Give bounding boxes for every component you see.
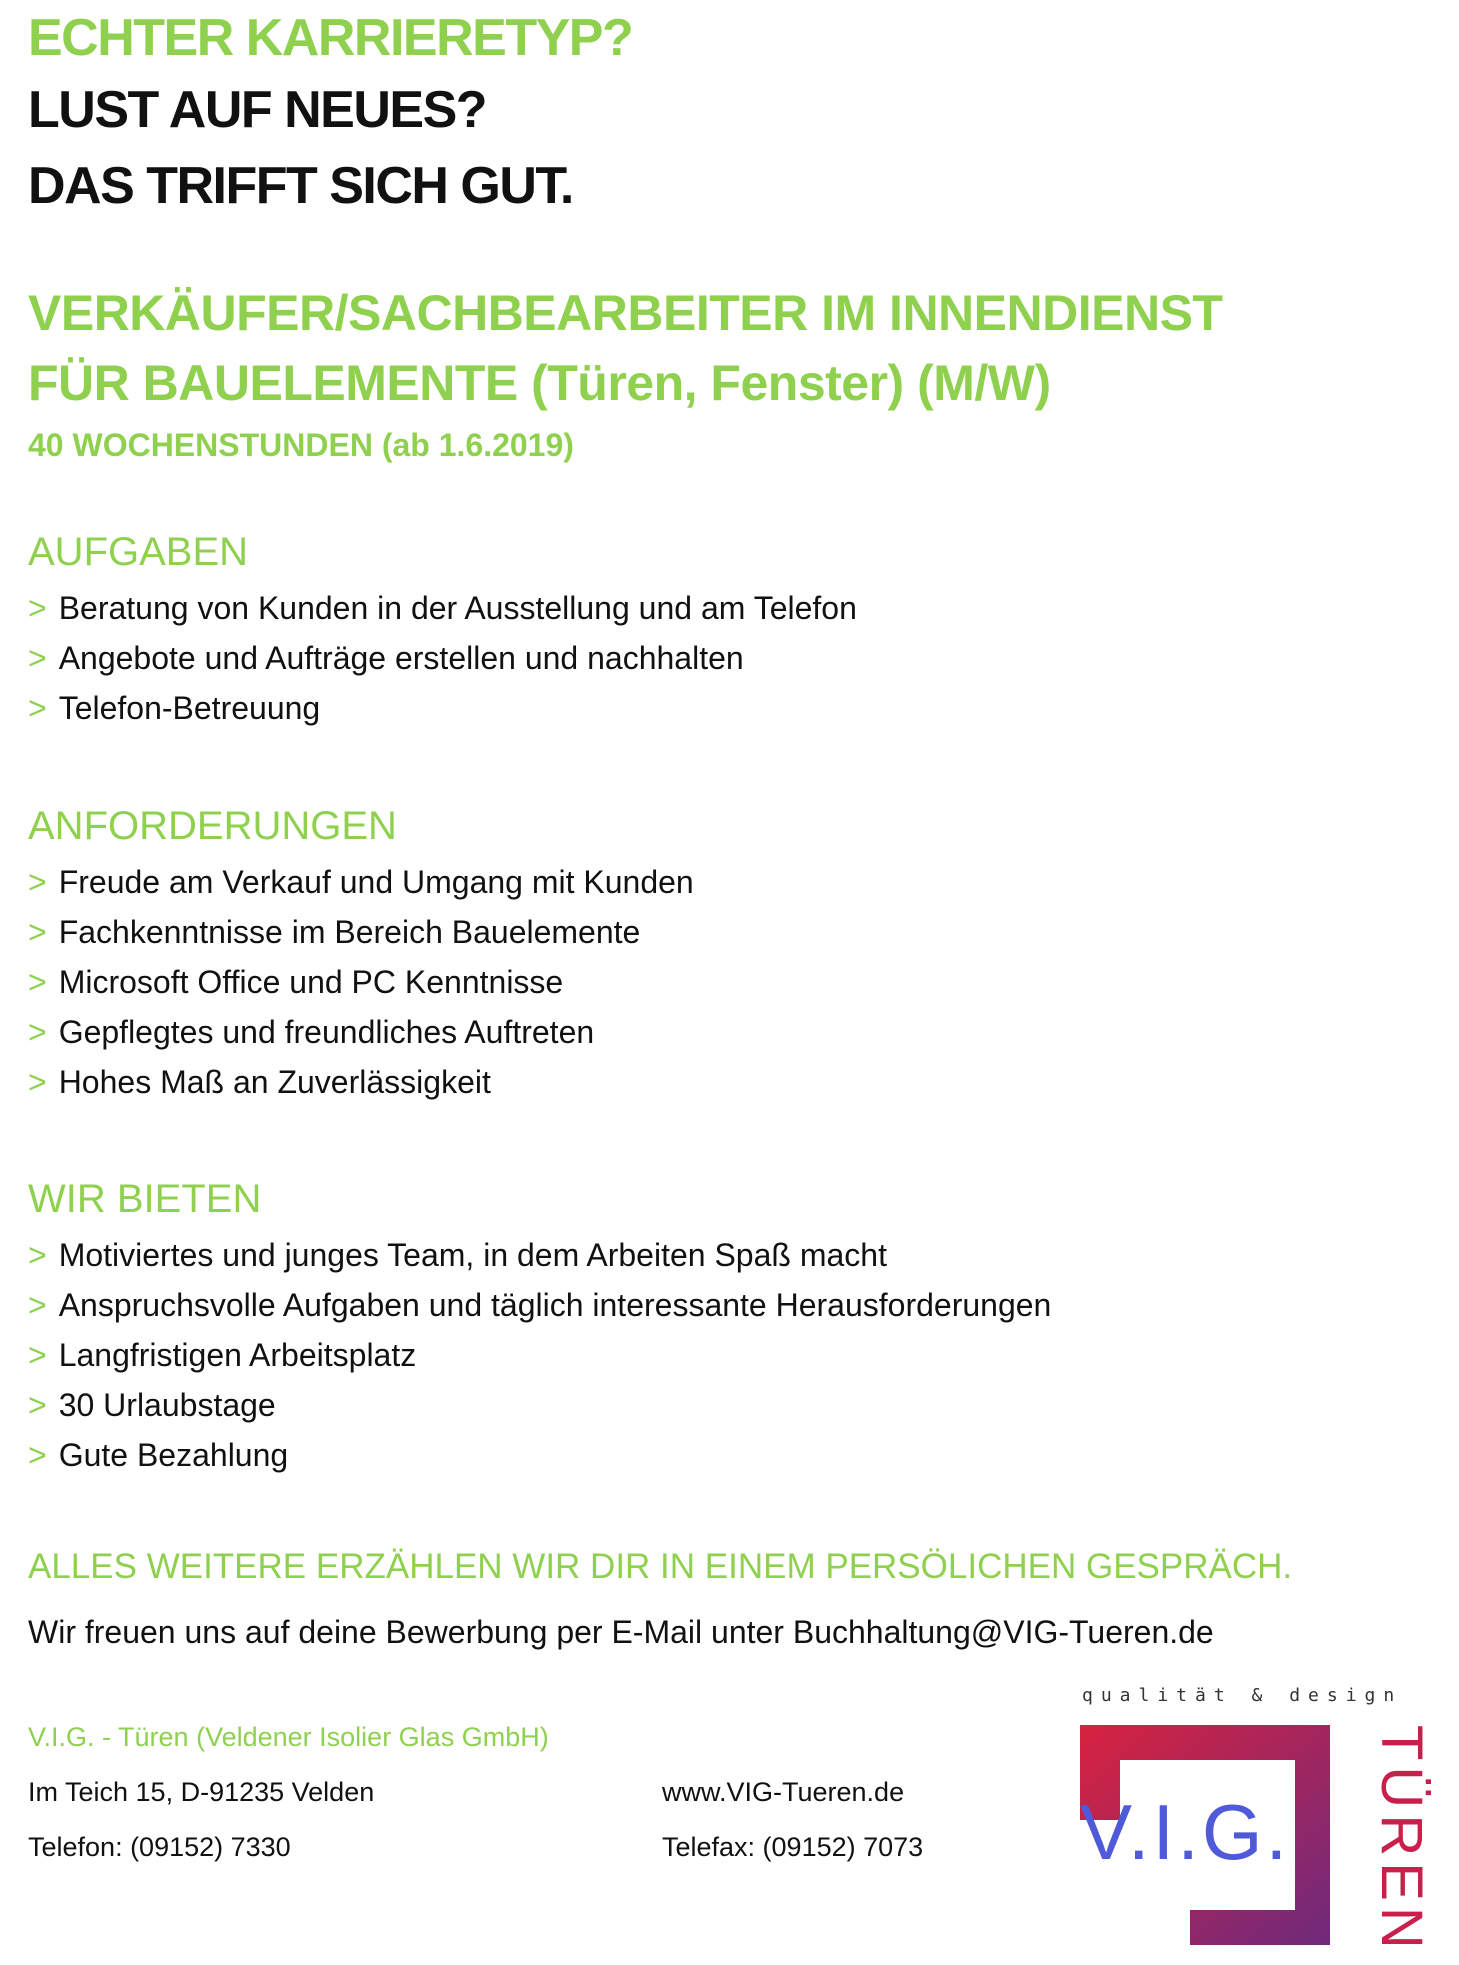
bullet-icon: > bbox=[28, 864, 47, 900]
headline-line-1: ECHTER KARRIERETYP? bbox=[28, 9, 633, 67]
bullet-icon: > bbox=[28, 964, 47, 1000]
company-logo bbox=[1070, 1685, 1435, 1955]
bullet-icon: > bbox=[28, 690, 47, 726]
bullet-icon: > bbox=[28, 1287, 47, 1323]
list-item: > Beratung von Kunden in der Ausstellung und am Telefon bbox=[28, 590, 857, 626]
application-note: Wir freuen uns auf deine Bewerbung per E-Mail unter Buchhaltung@VIG-Tueren.de bbox=[28, 1614, 1214, 1650]
logo-tagline: qualität & design bbox=[1082, 1685, 1403, 1706]
section-title-wir-bieten: WIR BIETEN bbox=[28, 1177, 262, 1221]
list-item: > Gepflegtes und freundliches Auftreten bbox=[28, 1014, 595, 1050]
list-item: > Fachkenntnisse im Bereich Bauelemente bbox=[28, 914, 641, 950]
bullet-icon: > bbox=[28, 914, 47, 950]
logo-vertical-text: TÜREN bbox=[1369, 1725, 1434, 1955]
company-name: V.I.G. - Türen (Veldener Isolier Glas GmbH) bbox=[28, 1722, 549, 1752]
bullet-icon: > bbox=[28, 590, 47, 626]
bullet-icon: > bbox=[28, 1337, 47, 1373]
job-hours: 40 WOCHENSTUNDEN (ab 1.6.2019) bbox=[28, 427, 574, 463]
job-title-line-2: FÜR BAUELEMENTE (Türen, Fenster) (M/W) bbox=[28, 355, 1051, 411]
logo-brand: V.I.G. bbox=[1080, 1788, 1291, 1876]
list-item: > Anspruchsvolle Aufgaben und täglich interessante Herausforderungen bbox=[28, 1287, 1052, 1323]
bullet-icon: > bbox=[28, 1437, 47, 1473]
section-title-aufgaben: AUFGABEN bbox=[28, 530, 249, 574]
list-wir-bieten bbox=[28, 1230, 1051, 1480]
list-item: > Telefon-Betreuung bbox=[28, 690, 321, 726]
bullet-icon: > bbox=[28, 640, 47, 676]
list-item: > Hohes Maß an Zuverlässigkeit bbox=[28, 1064, 491, 1100]
list-item: > Langfristigen Arbeitsplatz bbox=[28, 1337, 417, 1373]
company-website: www.VIG-Tueren.de bbox=[662, 1777, 905, 1807]
bullet-icon: > bbox=[28, 1064, 47, 1100]
company-address: Im Teich 15, D-91235 Velden bbox=[28, 1777, 375, 1807]
list-item: > 30 Urlaubstage bbox=[28, 1387, 276, 1423]
bullet-icon: > bbox=[28, 1014, 47, 1050]
closing-statement: ALLES WEITERE ERZÄHLEN WIR DIR IN EINEM PERSÖLICHEN GESPRÄCH. bbox=[28, 1547, 1293, 1586]
job-title-line-1: VERKÄUFER/SACHBEARBEITER IM INNENDIENST bbox=[28, 285, 1223, 341]
headline-line-2: LUST AUF NEUES? bbox=[28, 81, 487, 139]
list-anforderungen bbox=[28, 857, 694, 1107]
list-aufgaben bbox=[28, 583, 857, 733]
list-item: > Freude am Verkauf und Umgang mit Kunden bbox=[28, 864, 694, 900]
company-fax: Telefax: (09152) 7073 bbox=[662, 1832, 924, 1862]
list-item: > Motiviertes und junges Team, in dem Arbeiten Spaß macht bbox=[28, 1237, 887, 1273]
list-item: > Gute Bezahlung bbox=[28, 1437, 289, 1473]
bullet-icon: > bbox=[28, 1237, 47, 1273]
bullet-icon: > bbox=[28, 1387, 47, 1423]
list-item: > Microsoft Office und PC Kenntnisse bbox=[28, 964, 564, 1000]
headline-line-3: DAS TRIFFT SICH GUT. bbox=[28, 157, 573, 215]
company-phone: Telefon: (09152) 7330 bbox=[28, 1832, 291, 1862]
section-title-anforderungen: ANFORDERUNGEN bbox=[28, 804, 397, 848]
list-item: > Angebote und Aufträge erstellen und nachhalten bbox=[28, 640, 744, 676]
